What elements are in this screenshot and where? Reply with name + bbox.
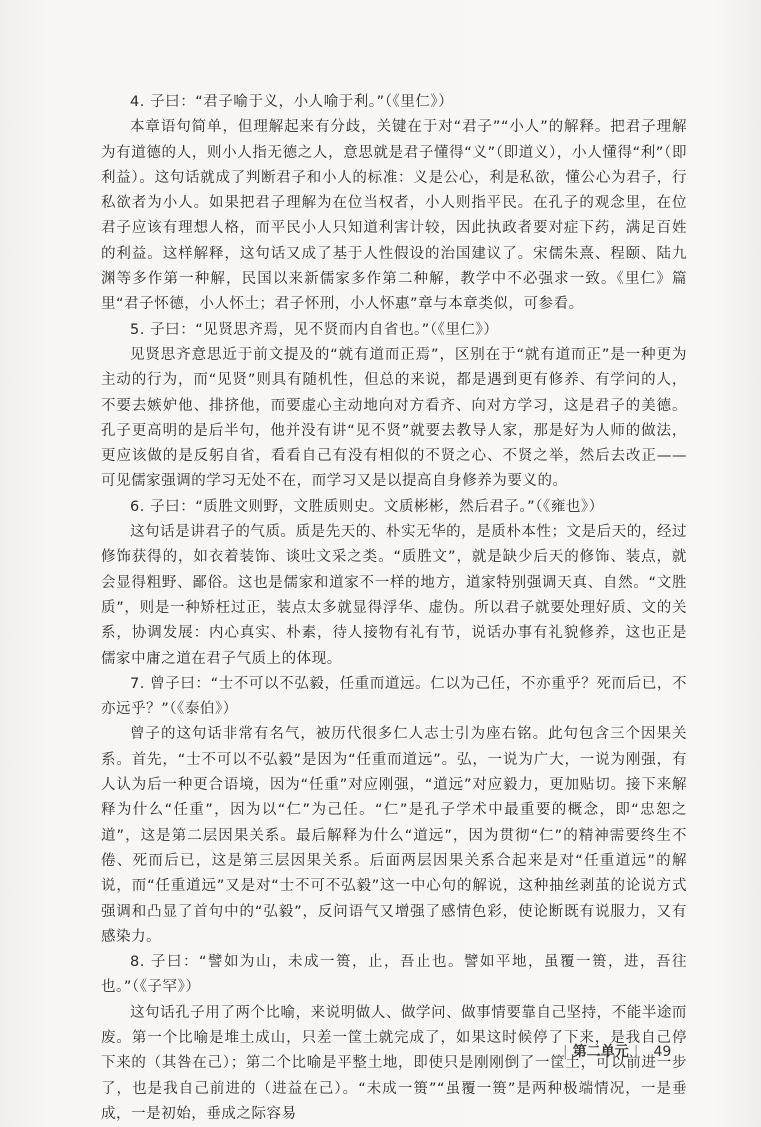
page-body-text [101,90,687,1127]
item-7-heading: 7. 曾子曰：“士不可以不弘毅，任重而道远。仁以为己任，不亦重乎？死而后已，不亦远乎？”（《泰伯》） [101,675,687,718]
unit-label: 第二单元 [572,1044,629,1060]
item-4-commentary: 本章语句简单，但理解起来有分歧，关键在于对“君子”“小人”的解释。把君子理解为有道德的人，则小人指无德之人，意思就是君子懂得“义”（即道义），小人懂得“利”（即利益）。这句话就成了判断君子和小人的标准：义是公心，利是私欲，懂公心为君子，行私欲者为小人。如果把君子理解为在位当权者，小人则指平民。在孔子的观念里，在位君子应该有理想人格，而平民小人只知道利害计较，因此执政者要对症下药，满足百姓的利益。这样解释，这句话又成了基于人性假设的治国建议了。宋儒朱熹、程颐、陆九渊等多作第一种解，民国以来新儒家多作第二种解，教学中不必强求一致。《里仁》篇里“君子怀德，小人怀土；君子怀刑，小人怀惠”章与本章类似，可参看。 [101,119,687,313]
item-7-commentary: 曾子的这句话非常有名气，被历代很多仁人志士引为座右铭。此句包含三个因果关系。首先，“士不可以不弘毅”是因为“任重而道远”。弘，一说为广大，一说为刚强，有人认为后一种更合语境，因为“任重”对应刚强，“道远”对应毅力，更加贴切。接下来解释为什么“任重”，因为以“仁”为己任。“仁”是孔子学术中最重要的概念，即“忠恕之道”，这是第二层因果关系。最后解释为什么“道远”，因为贯彻“仁”的精神需要终生不倦、死而后已，这是第三层因果关系。后面两层因果关系合起来是对“任重道远”的解说，而“任重道远”又是对“士不可不弘毅”这一中心句的解说，这种抽丝剥茧的论说方式强调和凸显了首句中的“弘毅”，反问语气又增强了感情色彩，使论断既有说服力，又有感染力。 [101,726,687,945]
footer-divider-left: | [563,1044,568,1060]
item-6-commentary: 这句话是讲君子的气质。质是先天的、朴实无华的，是质朴本性；文是后天的，经过修饰获得的，如衣着装饰、谈吐文采之类。“质胜文”，就是缺少后天的修饰、装点，就会显得粗野、鄙俗。这也是儒家和道家不一样的地方，道家特别强调天真、自然。“文胜质”，则是一种矫枉过正，装点太多就显得浮华、虚伪。所以君子就要处理好质、文的关系，协调发展：内心真实、朴素，待人接物有礼有节，说话办事有礼貌修养，这也正是儒家中庸之道在君子气质上的体现。 [101,524,687,667]
item-8-heading: 8. 子曰：“譬如为山，未成一篑，止，吾止也。譬如平地，虽覆一篑，进，吾往也。”（《子罕》） [101,954,687,996]
page-number: 49 [653,1044,672,1060]
item-5-commentary: 见贤思齐意思近于前文提及的“就有道而正焉”，区别在于“就有道而正”是一种更为主动的行为，而“见贤”则具有随机性，但总的来说，都是遇到更有修养、有学问的人，不要去嫉妒他、排挤他，而要虚心主动地向对方看齐、向对方学习，这是君子的美德。孔子更高明的是后半句，他并没有讲“见不贤”就要去教导人家，那是好为人师的做法，更应该做的是反躬自省，看看自己有没有相似的不贤之心、不贤之举，然后去改正——可见儒家强调的学习无处不在，而学习又是以提高自身修养为要义的。 [101,346,687,490]
item-4-heading: 4. 子曰：“君子喻于义，小人喻于利。”（《里仁》） [130,94,454,110]
page-footer [558,1041,671,1061]
footer-divider-right: | [633,1044,639,1060]
item-6-heading: 6. 子曰：“质胜文则野，文胜质则史。文质彬彬，然后君子。”（《雍也》） [130,498,604,515]
item-8-commentary: 这句话孔子用了两个比喻，来说明做人、做学问、做事情要靠自己坚持，不能半途而废。第一个比喻是堆土成山，只差一筐土就完成了，如果这时候停了下来，是我自己停下来的（其咎在己）；第二个比喻是平整土地，即使只是刚刚倒了一筐土，可以前进一步了，也是我自己前进的（进益在己）。“未成一篑”“虽覆一篑”是两种极端情况，一是垂成，一是初始，垂成之际容易 [101,1004,687,1122]
item-5-heading: 5. 子曰：“见贤思齐焉，见不贤而内自省也。”（《里仁》） [130,321,499,338]
